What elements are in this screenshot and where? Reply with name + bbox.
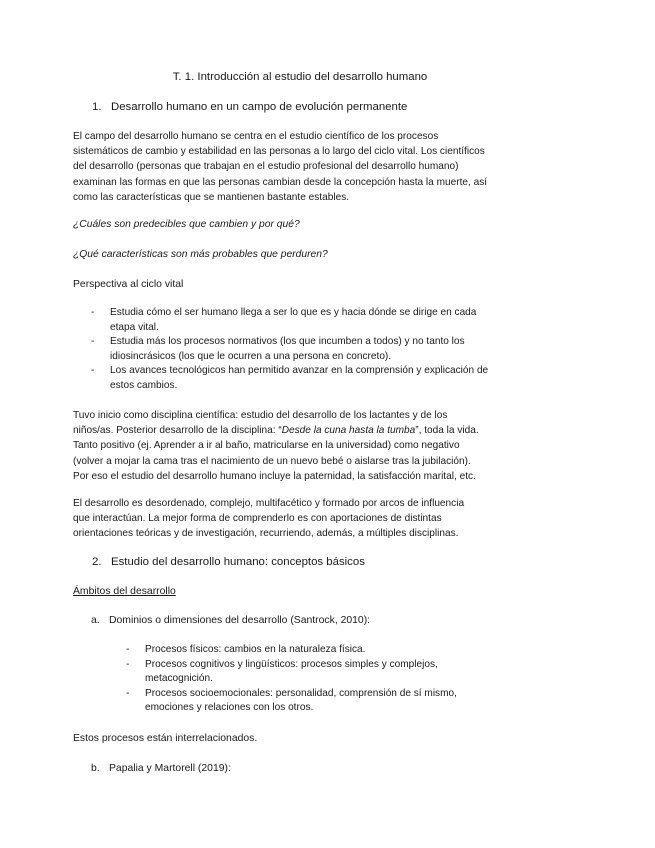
discipline-line: Por eso el estudio del desarrollo humano incluye la paternidad, la satisfacción marital, etc. (73, 470, 476, 482)
interrelated-note: Estos procesos están interrelacionados. (73, 733, 258, 744)
section-2-number: 2. (92, 556, 102, 568)
discipline-line: (volver a mojar la cama tras el nacimiento de un nuevo bebé o aislarse tras la jubilación). (73, 455, 471, 467)
list-item: - Estudia cómo el ser humano llega a ser lo que es y hacia dónde se dirige en cada etapa vital. (91, 307, 477, 333)
list-item: - Estudia más los procesos normativos (los que incumben a todos) y no tanto los idiosincrásicos (los que le ocurren a una persona en concreto). (91, 336, 465, 362)
question-persist: ¿Qué características son más probables que perduren? (73, 249, 328, 260)
intro-line: examinan las formas en que las personas cambian desde la concepción hasta la muerte, así (73, 176, 488, 188)
discipline-paragraph (73, 408, 527, 484)
document-title: T. 1. Introducción al estudio del desarrollo humano (172, 71, 428, 83)
list-item: - Los avances tecnológicos han permitido avanzar en la comprensión y explicación de estos cambios. (91, 365, 489, 391)
section-2-title: Estudio del desarrollo humano: conceptos básicos (111, 556, 365, 568)
disorder-paragraph (73, 496, 527, 542)
quote-phrase: Desde la cuna hasta la tumba (281, 425, 416, 437)
perspective-bullet-list (91, 306, 527, 394)
list-item: - Procesos cognitivos y lingüísticos: procesos simples y complejos, metacognición. (126, 658, 438, 685)
section-2-heading (92, 556, 365, 568)
disorder-line: El desarrollo es desordenado, complejo, multifacético y formado por arcos de influencia (73, 498, 465, 509)
section-1-title: Desarrollo humano en un campo de evolución permanente (111, 101, 408, 113)
ambitos-heading: Ámbitos del desarrollo (73, 586, 176, 597)
disorder-line: que interactúan. La mejor forma de comprenderlo es con aportaciones de distintas (73, 513, 442, 525)
discipline-line: Tuvo inicio como disciplina científica: estudio del desarrollo de los lactantes y de los (73, 410, 448, 421)
intro-line: como las características que se mantienen bastante estables. (73, 191, 350, 203)
list-item: - Procesos físicos: cambios en la naturaleza física. (126, 644, 366, 655)
intro-line: El campo del desarrollo humano se centra en el estudio científico de los procesos (73, 131, 439, 142)
sub-item-a: a. Dominios o dimensiones del desarrollo (Santrock, 2010): (91, 615, 371, 626)
section-1-heading (92, 101, 407, 113)
intro-line: sistemáticos de cambio y estabilidad en las personas a lo largo del ciclo vital. Los científicos (73, 146, 485, 158)
intro-paragraph (73, 129, 527, 205)
intro-line: del desarrollo (personas que trabajan en el estudio profesional del desarrollo humano) (73, 161, 459, 173)
perspective-label: Perspectiva al ciclo vital (73, 279, 184, 290)
domain-bullet-list (126, 643, 506, 716)
question-change: ¿Cuáles son predecibles que cambien y por qué? (73, 219, 300, 230)
discipline-line: niños/as. Posterior desarrollo de la disciplina: “Desde la cuna hasta la tumba”, toda la vida. (73, 425, 479, 437)
section-1-number: 1. (92, 101, 102, 113)
sub-item-b: b. Papalia y Martorell (2019): (91, 763, 231, 774)
disorder-line: orientaciones teóricas y de investigación, recurriendo, además, a múltiples disciplinas. (73, 528, 459, 540)
discipline-line: Tanto positivo (ej. Aprender a ir al baño, matricularse en la universidad) como negativo (73, 440, 460, 452)
list-item: - Procesos socioemocionales: personalidad, comprensión de sí mismo, emociones y relaciones con los otros. (126, 687, 457, 714)
